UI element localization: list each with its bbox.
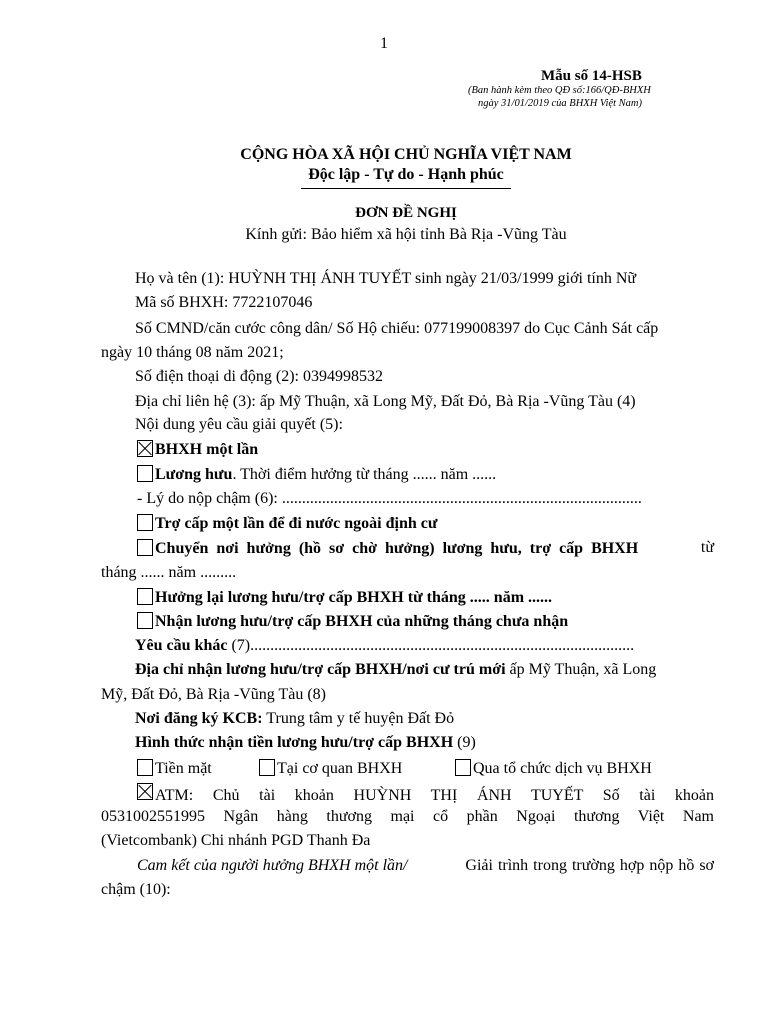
option-unreceived: Nhận lương hưu/trợ cấp BHXH của những tháng chưa nhận — [137, 612, 568, 631]
method-atm: ATM: Chủ tài khoản HUỲNH THỊ ÁNH TUYẾT Số tài khoản — [137, 783, 714, 805]
option-resume: Hưởng lại lương hưu/trợ cấp BHXH từ tháng ..... năm ...... — [137, 588, 552, 607]
name-line: Họ và tên (1): HUỲNH THỊ ÁNH TUYẾT sinh ngày 21/03/1999 giới tính Nữ — [135, 270, 637, 287]
option-bhxh-one-time: BHXH một lần — [137, 440, 258, 459]
commitment-line-2: chậm (10): — [101, 881, 171, 898]
motto: Độc lập - Tự do - Hạnh phúc — [308, 166, 504, 183]
checkbox-icon[interactable] — [259, 759, 275, 776]
option-transfer-cont: tháng ...... năm ......... — [101, 564, 237, 581]
atm-line-3: (Vietcombank) Chi nhánh PGD Thanh Đa — [101, 832, 371, 849]
recipient: Kính gửi: Bảo hiểm xã hội tỉnh Bà Rịa -Vũng Tàu — [245, 226, 567, 243]
commitment-line-1: Cam kết của người hưởng BHXH một lần/ Giải trình trong trường hợp nộp hồ sơ — [137, 857, 714, 874]
checkbox-icon[interactable] — [137, 588, 153, 605]
option-transfer: Chuyển nơi hưởng (hồ sơ chờ hưởng) lương hưu, trợ cấp BHXH từ — [137, 539, 714, 558]
other-request: Yêu cầu khác (7)................................................................................................ — [135, 637, 635, 654]
checkbox-checked-icon[interactable] — [137, 440, 153, 457]
method-office: Tại cơ quan BHXH — [259, 759, 402, 778]
checkbox-checked-icon[interactable] — [137, 783, 153, 800]
method-service: Qua tổ chức dịch vụ BHXH — [455, 759, 652, 778]
receive-method-label: Hình thức nhận tiền lương hưu/trợ cấp BHXH (9) — [135, 734, 476, 751]
national-title: CỘNG HÒA XÃ HỘI CHỦ NGHĨA VIỆT NAM — [240, 146, 572, 163]
checkbox-icon[interactable] — [137, 759, 153, 776]
checkbox-icon[interactable] — [137, 465, 153, 482]
atm-line-2: 0531002551995 Ngân hàng thương mại cổ phần Ngoại thương Việt Nam — [101, 808, 714, 825]
form-note-1: (Ban hành kèm theo QĐ số:166/QĐ-BHXH — [468, 85, 651, 96]
late-reason-line: - Lý do nộp chậm (6): .......................................................................................... — [137, 490, 642, 507]
id-line-2: ngày 10 tháng 08 năm 2021; — [101, 344, 284, 361]
new-address-line-2: Mỹ, Đất Đỏ, Bà Rịa -Vũng Tàu (8) — [101, 686, 326, 703]
page-number: 1 — [380, 35, 388, 52]
checkbox-icon[interactable] — [137, 612, 153, 629]
form-code: Mẫu số 14-HSB — [541, 68, 642, 84]
motto-underline — [301, 188, 511, 189]
address-line: Địa chỉ liên hệ (3): ấp Mỹ Thuận, xã Long Mỹ, Đất Đỏ, Bà Rịa -Vũng Tàu (4) — [135, 393, 636, 410]
kcb-line: Nơi đăng ký KCB: Trung tâm y tế huyện Đất Đỏ — [135, 710, 455, 727]
checkbox-icon[interactable] — [137, 539, 153, 556]
option-emigration: Trợ cấp một lần để đi nước ngoài định cư — [137, 514, 437, 533]
phone-line: Số điện thoại di động (2): 0394998532 — [135, 368, 383, 385]
bhxh-number-line: Mã số BHXH: 7722107046 — [135, 294, 313, 311]
doc-title: ĐƠN ĐỀ NGHỊ — [355, 205, 457, 221]
checkbox-icon[interactable] — [455, 759, 471, 776]
request-label: Nội dung yêu cầu giải quyết (5): — [135, 416, 343, 433]
id-line-1: Số CMND/căn cước công dân/ Số Hộ chiếu: 077199008397 do Cục Cảnh Sát cấp — [135, 320, 659, 337]
form-note-2: ngày 31/01/2019 của BHXH Việt Nam) — [478, 98, 642, 109]
option-pension: Lương hưu. Thời điểm hưởng từ tháng ...... năm ...... — [137, 465, 496, 484]
checkbox-icon[interactable] — [137, 514, 153, 531]
method-cash: Tiền mặt — [137, 759, 212, 778]
new-address-line-1: Địa chỉ nhận lương hưu/trợ cấp BHXH/nơi cư trú mới ấp Mỹ Thuận, xã Long — [135, 661, 657, 678]
